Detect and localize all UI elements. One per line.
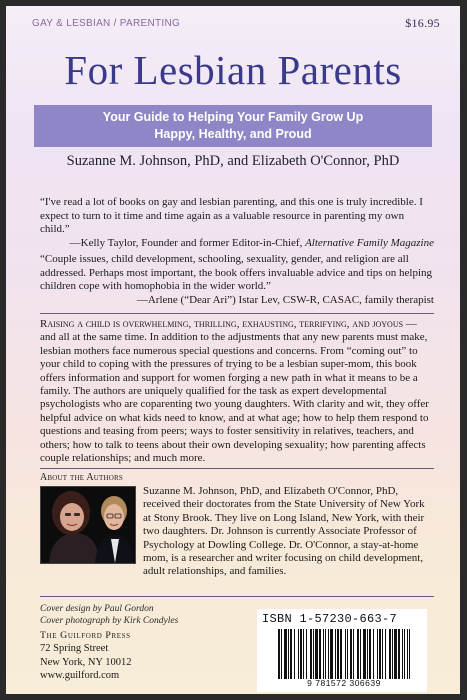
- publisher-city: New York, NY 10012: [40, 656, 132, 668]
- publisher-website: www.guilford.com: [40, 670, 120, 682]
- barcode-bar: [369, 629, 371, 679]
- bio-text: received their doctorates from the State University of New York at Stony Brook. They live on Long Island, New York, with their two daughters. Dr. Johnson is currently Associate Professor of Psychology at Dowling College. Dr. O'Connor, a stay-at-home mom, is a researcher and writer focusing on child development, adult relationships, and families.: [143, 498, 425, 578]
- cover-design-credit: Cover design by Paul Gordon: [40, 604, 154, 614]
- description-lead: Raising a child is overwhelming, thrilling, exhausting, terrifying, and joyous: [40, 318, 404, 330]
- author-joiner: and: [262, 485, 284, 497]
- attribution-publication: Alternative Family Magazine: [305, 236, 434, 249]
- barcode-bar: [363, 629, 366, 679]
- barcode-bar: [398, 629, 400, 679]
- book-description: [40, 318, 434, 465]
- barcode-bar: [409, 629, 410, 679]
- barcode-bar: [350, 629, 352, 679]
- book-title: For Lesbian Parents: [64, 47, 402, 93]
- barcode-bar: [394, 629, 397, 679]
- barcode-bar: [367, 629, 368, 679]
- author-bio: [143, 485, 434, 579]
- barcode-bar: [328, 629, 329, 679]
- barcode-bar: [347, 629, 348, 679]
- barcode-bar: [281, 629, 282, 679]
- barcode-bar: [290, 629, 292, 679]
- author-1-name: Suzanne M. Johnson, PhD,: [143, 485, 263, 497]
- barcode-bar: [315, 629, 318, 679]
- barcode-bar: [284, 629, 287, 679]
- barcode-bar: [357, 629, 359, 679]
- barcode-bar: [379, 629, 381, 679]
- publisher-info: [40, 629, 132, 683]
- divider: [40, 313, 434, 314]
- barcode-bar: [313, 629, 314, 679]
- barcode-bar: [345, 629, 346, 679]
- publisher-street: 72 Spring Street: [40, 643, 109, 655]
- author-photo-image: [41, 487, 135, 563]
- barcode-bar: [404, 629, 405, 679]
- price-label: $16.95: [405, 16, 440, 30]
- barcode-number: 9 781572 306639: [307, 678, 381, 688]
- barcode-bar: [323, 629, 324, 679]
- barcode-bar: [306, 629, 307, 679]
- author-byline: Suzanne M. Johnson, PhD, and Elizabeth O'Connor, PhD: [66, 153, 400, 169]
- divider: [40, 468, 434, 469]
- cover-photo-credit: Cover photograph by Kirk Condyles: [40, 616, 179, 626]
- quote-text: “Couple issues, child development, schooling, sexuality, gender, and religion are all addressed. Perhaps most important, the book offers invaluable advice and tips on helping children cope with homophobia in the wider world.”: [40, 253, 433, 293]
- barcode-bar: [360, 629, 361, 679]
- barcode-bar: [335, 629, 336, 679]
- barcode-bar: [373, 629, 374, 679]
- barcode-bar: [288, 629, 289, 679]
- quote-text: “I've read a lot of books on gay and lesbian parenting, and this one is truly incredible. I expect to turn to it time and time again as a valuable resource in parenting my own child.”: [40, 196, 423, 236]
- book-back-cover: [6, 6, 460, 694]
- barcode-bar: [278, 629, 280, 679]
- barcode-bar: [407, 629, 408, 679]
- attribution-name: —Kelly Taylor, Founder and former Editor-in-Chief,: [69, 236, 306, 249]
- isbn-label: ISBN 1-57230-663-7: [262, 612, 398, 626]
- barcode-bar: [392, 629, 393, 679]
- quote-attribution: [40, 237, 434, 251]
- barcode-bar: [353, 629, 354, 679]
- barcode-icon: [278, 629, 410, 679]
- cover-credits: [40, 603, 178, 627]
- barcode-bar: [310, 629, 312, 679]
- barcode-bar: [402, 629, 403, 679]
- barcode-bar: [298, 629, 299, 679]
- endorsement-quote-1: [40, 196, 434, 250]
- description-body: — and all at the same time. In addition to the adjustments that any new parents must make, lesbian mothers face numerous special questions and concerns. From “coming out” to your child to coping with the pressures of trying to be a lesbian super-mom, this book offers information and support for women forging a new path in what it means to be a family. The authors are uniquely qualified for the task as expert developmental psychologists who are coparenting two young daughters. With clarity and wit, they offer helpful advice on what kids need to know, and at what age; how to help them respond to questions and teasing from peers; ways to foster sensitivity in relatives, teachers, and others; how to talk to teens about their own developing sexuality; how parenting affects couple relationships; and much more.: [40, 318, 429, 465]
- author-photo: [40, 486, 136, 564]
- quote-attribution: —Arlene (“Dear Ari”) Istar Lev, CSW-R, CASAC, family therapist: [136, 293, 434, 306]
- barcode-bar: [389, 629, 391, 679]
- divider: [40, 596, 434, 597]
- publisher-name: The Guilford Press: [40, 630, 131, 641]
- subtitle-banner: [34, 105, 432, 147]
- top-bar: [32, 16, 440, 32]
- subtitle-line-1: Your Guide to Helping Your Family Grow Up: [102, 110, 364, 124]
- barcode-bar: [385, 629, 386, 679]
- barcode-bar: [340, 629, 342, 679]
- endorsement-quote-2: [40, 253, 434, 307]
- barcode-bar: [303, 629, 304, 679]
- barcode-bar: [300, 629, 302, 679]
- about-authors-heading: About the Authors: [40, 472, 123, 483]
- barcode-bar: [294, 629, 295, 679]
- subtitle-line-2: Happy, Healthy, and Proud: [154, 127, 312, 141]
- category-label: GAY & LESBIAN / PARENTING: [32, 18, 181, 29]
- barcode-bar: [382, 629, 383, 679]
- barcode-bar: [319, 629, 321, 679]
- barcode-bar: [330, 629, 333, 679]
- barcode-bar: [325, 629, 326, 679]
- barcode-bar: [337, 629, 339, 679]
- barcode-bar: [377, 629, 378, 679]
- author-2-name: Elizabeth O'Connor, PhD,: [283, 485, 399, 497]
